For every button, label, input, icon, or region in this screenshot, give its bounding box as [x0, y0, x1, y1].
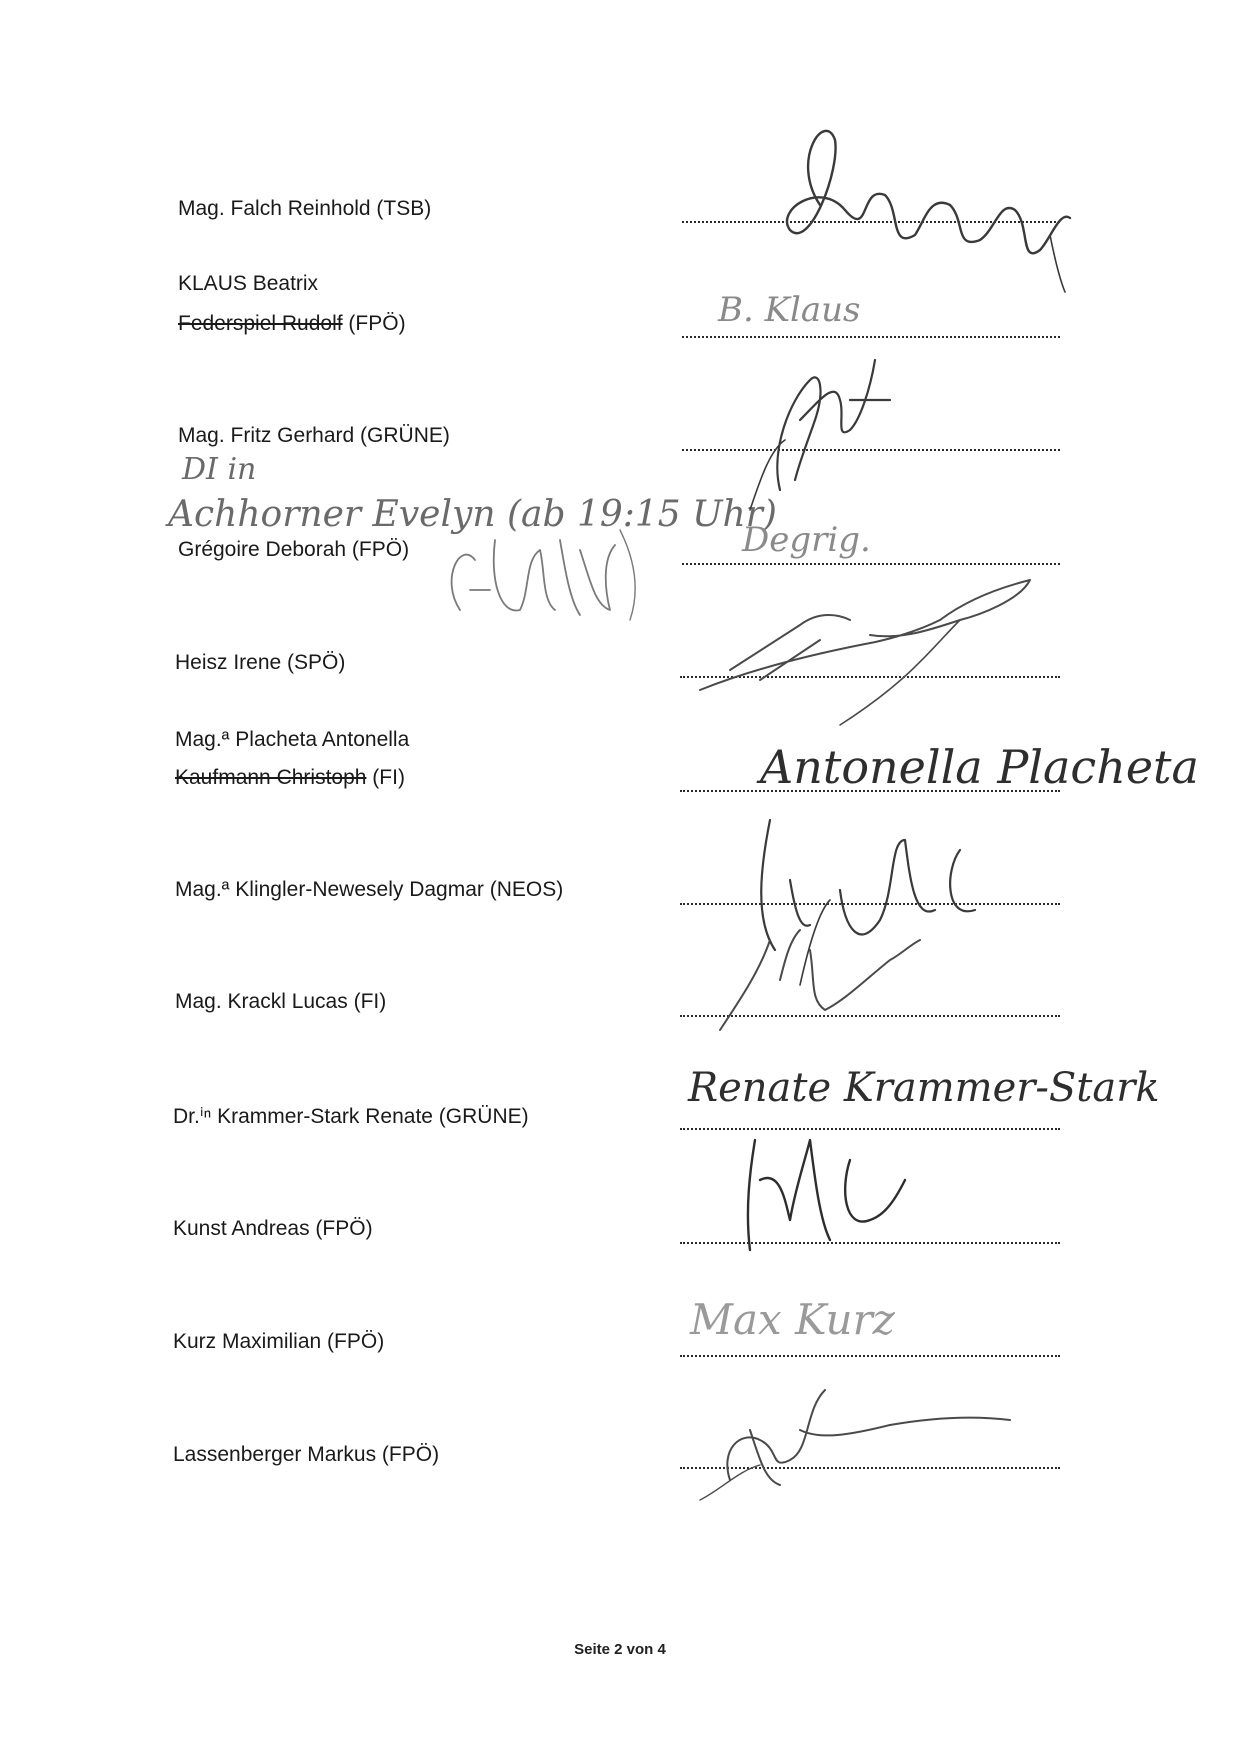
signature-kurz: Max Kurz — [690, 1295, 895, 1344]
signature-fritz — [740, 340, 900, 510]
signatory-name: Mag.ª Klingler-Newesely Dagmar (NEOS) — [175, 878, 564, 901]
handwritten-title: DI in — [182, 452, 257, 487]
page-number: Seite 2 von 4 — [574, 1641, 666, 1658]
signature-klaus: B. Klaus — [718, 290, 861, 330]
replacement-name: Mag.ª Placheta Antonella — [175, 728, 410, 751]
signature-gregoire: Degrig. — [742, 520, 871, 560]
signature-kunst — [720, 1120, 920, 1260]
signature-line — [680, 1355, 1060, 1357]
signature-line — [682, 336, 1060, 338]
signature-placheta: Antonella Placheta — [760, 740, 1199, 794]
party-suffix: (FPÖ) — [342, 312, 406, 335]
replacement-name: KLAUS Beatrix — [178, 272, 319, 295]
signatory-name: Mag. Krackl Lucas (FI) — [175, 990, 387, 1013]
signature-achhorner — [430, 520, 650, 630]
party-suffix: (FI) — [366, 766, 405, 789]
signature-krackl — [700, 920, 980, 1040]
signature-lassenberger — [690, 1370, 1020, 1510]
signatory-name: Heisz Irene (SPÖ) — [175, 651, 346, 674]
handwritten-name: Achhorner Evelyn (ab 19:15 Uhr) — [168, 494, 777, 535]
signatory-name: Mag. Fritz Gerhard (GRÜNE) — [178, 424, 450, 447]
signatory-name: Grégoire Deborah (FPÖ) — [178, 538, 410, 561]
signature-krammer-stark: Renate Krammer-Stark — [688, 1065, 1160, 1111]
signatory-name-struck — [178, 312, 406, 336]
signature-falch — [750, 100, 1080, 290]
signature-heisz — [690, 560, 1050, 730]
signatory-name-struck — [175, 766, 405, 790]
signatory-name: Kurz Maximilian (FPÖ) — [173, 1330, 385, 1353]
signatory-name: Mag. Falch Reinhold (TSB) — [178, 197, 432, 220]
signatory-name: Kunst Andreas (FPÖ) — [173, 1217, 373, 1240]
struck-name: Kaufmann Christoph — [175, 766, 367, 789]
struck-name: Federspiel Rudolf — [178, 312, 343, 335]
signatory-name: Lassenberger Markus (FPÖ) — [173, 1443, 440, 1466]
signatory-name: Dr.ⁱⁿ Krammer-Stark Renate (GRÜNE) — [173, 1105, 529, 1128]
